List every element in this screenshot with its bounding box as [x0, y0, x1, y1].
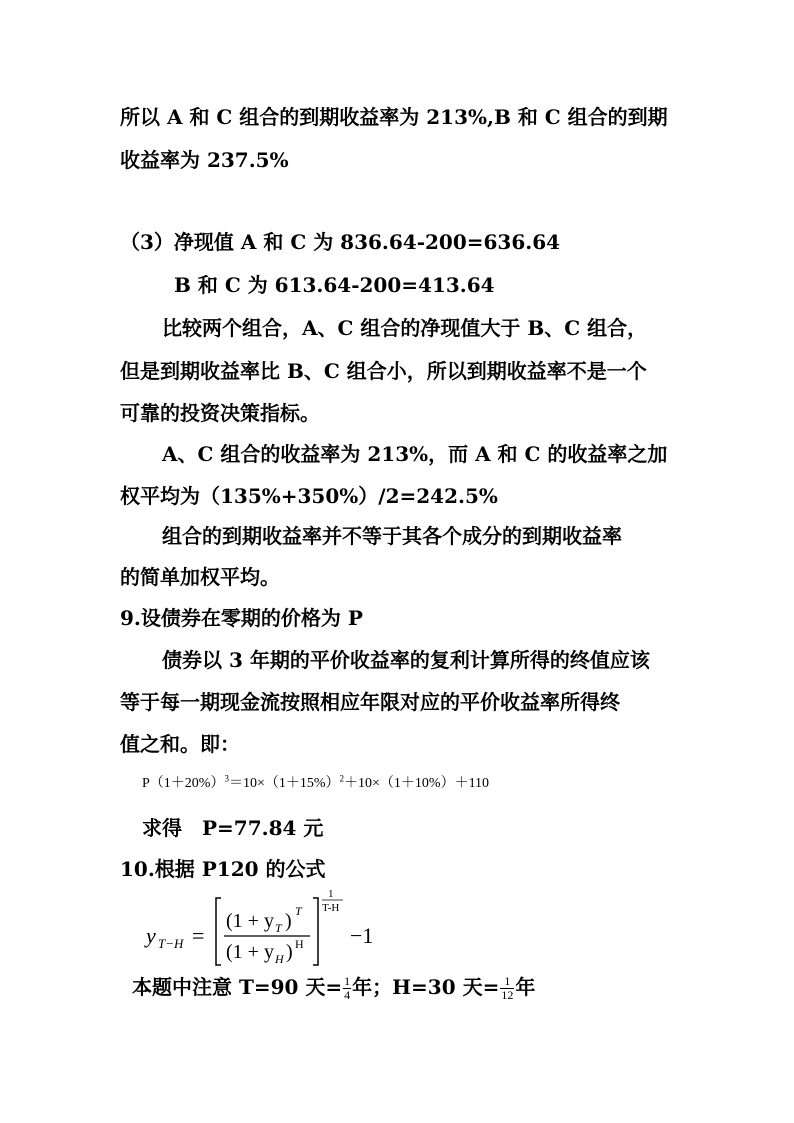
right-bracket	[313, 898, 318, 965]
paragraph-line-5: 比较两个组合，A、C 组合的净现值大于 B、C 组合，	[162, 316, 648, 340]
equation-lhs-exponent: 3	[224, 773, 229, 784]
paragraph-line-11: 的简单加权平均。	[120, 565, 280, 589]
equation-rest: ＋10×（1＋10%）＋110	[344, 776, 490, 791]
paragraph-line-13: 债券以 3 年期的平价收益率的复利计算所得的终值应该	[162, 648, 650, 672]
t-fraction	[343, 975, 351, 1002]
denominator-close: )	[286, 941, 293, 963]
formula-equals: =	[192, 923, 205, 948]
t-fraction-num: 1	[344, 974, 351, 988]
paragraph-line-8: A、C 组合的收益率为 213%，而 A 和 C 的收益率之加	[162, 442, 668, 466]
paragraph-line-2: 收益率为 237.5%	[120, 148, 289, 172]
equation-term-1: ＝10×（1＋15%）	[228, 776, 340, 791]
t-fraction-den: 4	[344, 988, 351, 1002]
h-fraction-den: 12	[501, 988, 514, 1002]
numerator-sub: T	[275, 921, 282, 935]
paragraph-line-14: 等于每一期现金流按照相应年限对应的平价收益率所得终	[120, 690, 620, 714]
result-line: 求得 P=77.84 元	[142, 816, 324, 840]
note-line	[132, 973, 535, 1002]
denominator-sub: H	[275, 952, 284, 966]
equation-term-1-exponent: 2	[339, 773, 345, 784]
note-mid: 年；H=30 天=	[352, 975, 500, 999]
paragraph-line-15: 值之和。即：	[120, 732, 240, 756]
question-9-heading: 9.设债券在零期的价格为 P	[120, 606, 363, 630]
formula-lhs-var: y	[146, 923, 156, 948]
section-3-line: （3）净现值 A 和 C 为 836.64-200=636.64	[120, 230, 561, 254]
paragraph-line-7: 可靠的投资决策指标。	[120, 401, 320, 425]
note-suffix: 年	[515, 975, 536, 999]
numerator-close: )	[285, 910, 292, 932]
numerator-exp: T	[295, 904, 302, 918]
numerator-base: (1 + y	[226, 910, 274, 932]
h-fraction-num: 1	[500, 975, 514, 989]
equation-lhs: P（1＋20%）	[142, 776, 225, 791]
outer-exp-num: 1	[328, 888, 334, 900]
forward-rate-formula	[140, 885, 400, 977]
denominator-base: (1 + y	[226, 941, 274, 963]
npv-bc-line: B 和 C 为 613.64-200=413.64	[174, 273, 495, 297]
note-prefix: 本题中注意 T=90 天=	[132, 975, 343, 999]
paragraph-line-6: 但是到期收益率比 B、C 组合小，所以到期收益率不是一个	[120, 359, 647, 383]
paragraph-line-10: 组合的到期收益率并不等于其各个成分的到期收益率	[162, 524, 622, 548]
denominator-exp: H	[295, 937, 304, 951]
formula-minus-one: −1	[350, 923, 374, 948]
paragraph-line-9: 权平均为（135%+350%）/2=242.5%	[120, 484, 498, 508]
outer-exp-den: T-H	[322, 902, 340, 914]
bond-price-equation	[142, 774, 489, 794]
h-fraction	[500, 975, 514, 1002]
left-bracket	[216, 898, 221, 965]
paragraph-line-1: 所以 A 和 C 组合的到期收益率为 213%,B 和 C 组合的到期	[120, 105, 668, 129]
question-10-heading: 10.根据 P120 的公式	[120, 857, 326, 881]
formula-lhs-sub: T−H	[158, 936, 184, 951]
